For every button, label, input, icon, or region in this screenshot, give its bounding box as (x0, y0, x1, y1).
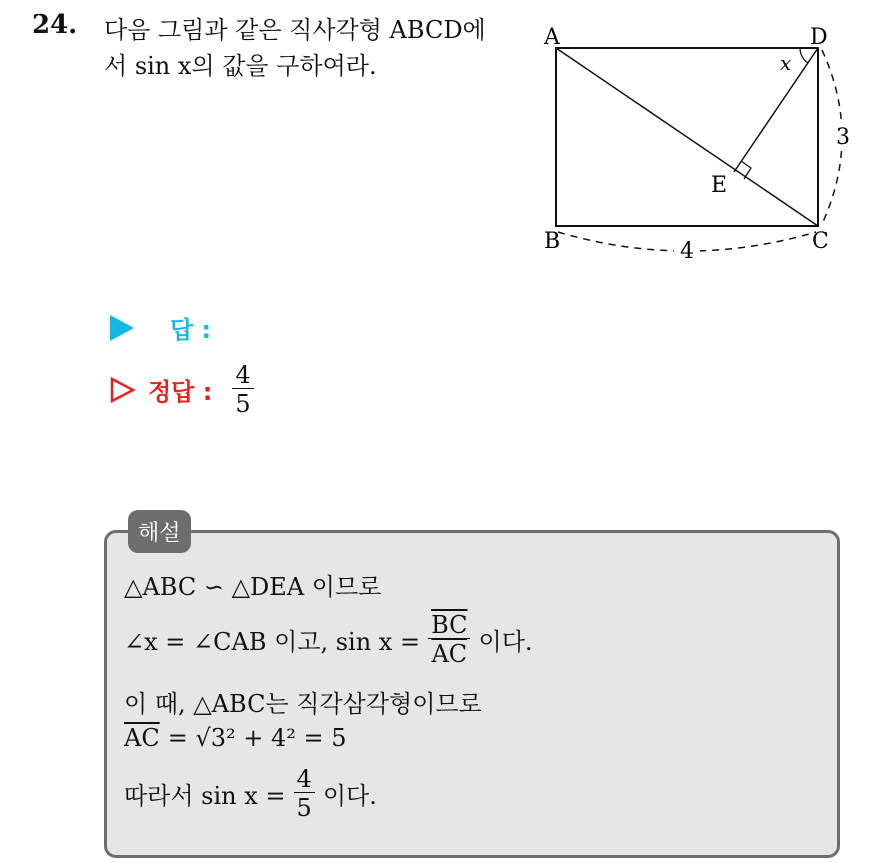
solution-tag: 해설 (128, 510, 191, 553)
solution-line-4 (124, 724, 347, 752)
question-text-line2: 서 sin x의 값을 구하여라. (104, 52, 377, 80)
question-text-line1: 다음 그림과 같은 직사각형 ABCD에 (104, 16, 486, 44)
answer-label: 답 : (170, 316, 212, 344)
solution-line-2-text: ∠x = ∠CAB 이고, sin x = (124, 628, 421, 656)
answer-fraction (294, 766, 315, 821)
answer-fraction-denominator: 5 (294, 792, 315, 821)
label-a: A (544, 25, 560, 50)
correct-answer-row (110, 362, 254, 417)
label-x: x (780, 51, 792, 75)
play-triangle-icon (110, 315, 134, 341)
solution-line-3: 이 때, △ABC는 직각삼각형이므로 (124, 690, 482, 718)
solution-line-1: △ABC ∽ △DEA 이므로 (124, 573, 382, 601)
label-b: B (544, 229, 561, 254)
correct-answer-numerator: 4 (235, 361, 251, 389)
question-number: 24. (32, 10, 78, 40)
solution-line-5-text: 따라서 sin x = (124, 782, 286, 810)
side-bc-length: 4 (680, 239, 694, 264)
question-text (104, 12, 534, 84)
answer-fraction-numerator: 4 (296, 765, 312, 793)
answer-row (110, 310, 211, 345)
fraction-denominator-ac: AC (428, 638, 470, 667)
correct-answer-fraction (232, 362, 253, 417)
side-dc-length: 3 (836, 125, 850, 150)
angle-x-arc (800, 48, 808, 63)
bc-over-ac-fraction (428, 612, 470, 667)
solution-line-4-rest: = √3² + 4² = 5 (167, 724, 347, 752)
label-c: C (812, 229, 829, 254)
segment-ac: $\overline{AC}$ (124, 724, 160, 752)
rectangle-figure (530, 20, 850, 270)
solution-line-2-end: 이다. (478, 628, 533, 656)
correct-answer-denominator: 5 (232, 388, 253, 417)
solution-line-5-end: 이다. (322, 782, 377, 810)
segment-de (734, 48, 818, 172)
solution-line-5 (124, 766, 377, 821)
label-e: E (711, 173, 728, 198)
label-d: D (810, 25, 828, 50)
fraction-numerator-bc: $\overline{BC}$ (431, 611, 468, 639)
solution-line-2 (124, 612, 533, 667)
correct-answer-label: 정답 : (148, 378, 213, 406)
right-angle-mark (741, 161, 751, 179)
diagonal-ac (556, 48, 818, 226)
outline-triangle-icon (110, 376, 136, 404)
